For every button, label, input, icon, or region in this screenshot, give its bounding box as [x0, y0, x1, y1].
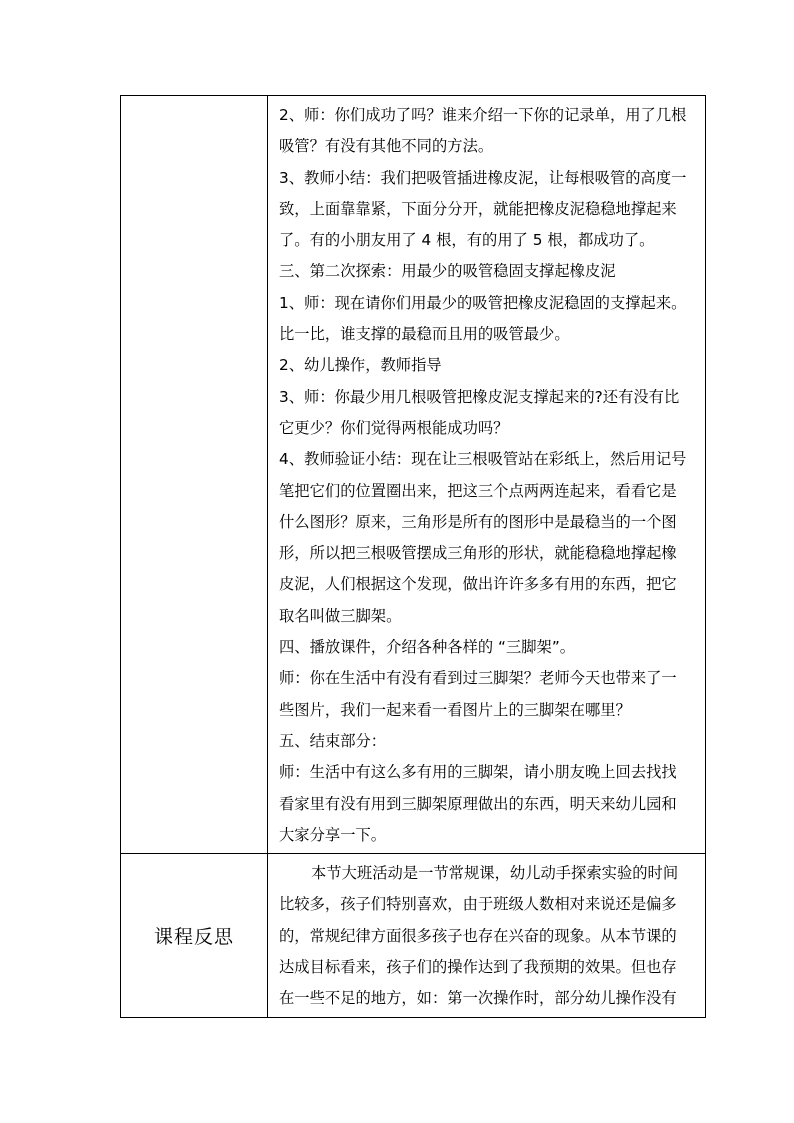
- content-line: 取名叫做三脚架。: [279, 606, 402, 625]
- content-line: 什么图形？原来，三角形是所有的图形中是最稳当的一个图: [279, 512, 677, 531]
- reflection-line: 本节大班活动是一节常规课，幼儿动手探索实验的时间: [311, 864, 679, 883]
- content-line: 四、播放课件，介绍各种各样的 “三脚架”。: [279, 638, 576, 657]
- content-line: 五、结束部分：: [279, 731, 387, 750]
- content-line: 看家里有没有用到三脚架原理做出的东西，明天来幼儿园和: [279, 794, 677, 813]
- content-line: 3、教师小结：我们把吸管插进橡皮泥，让每根吸管的高度一: [279, 168, 687, 187]
- content-line: 大家分享一下。: [279, 825, 387, 844]
- content-line: 形，所以把三根吸管摆成三角形的形状，就能稳稳地撑起橡: [279, 544, 677, 563]
- content-line: 三、第二次探索：用最少的吸管稳固支撑起橡皮泥: [279, 262, 616, 281]
- content-line: 1、师：现在请你们用最少的吸管把橡皮泥稳固的支撑起来。: [279, 293, 687, 312]
- table-row: [121, 854, 706, 1017]
- lesson-plan-table: [120, 95, 706, 1018]
- activity-content-cell: [268, 96, 706, 854]
- content-line: 4、教师验证小结：现在让三根吸管站在彩纸上，然后用记号: [279, 450, 687, 469]
- content-line: 笔把它们的位置圈出来，把这三个点两两连起来，看看它是: [279, 481, 677, 500]
- content-line: 师：生活中有这么多有用的三脚架，请小朋友晚上回去找找: [279, 763, 677, 782]
- content-line: 2、幼儿操作，教师指导: [279, 356, 442, 375]
- reflection-label-cell: [121, 854, 268, 1017]
- reflection-line: 的，常规纪律方面很多孩子也存在兴奋的现象。从本节课的: [279, 926, 677, 945]
- content-line: 了。有的小朋友用了 4 根，有的用了 5 根，都成功了。: [279, 231, 655, 250]
- content-line: 皮泥，人们根据这个发现，做出许许多多有用的东西，把它: [279, 575, 677, 594]
- reflection-line: 比较多，孩子们特别喜欢，由于班级人数相对来说还是偏多: [279, 895, 677, 914]
- content-line: 致，上面靠靠紧，下面分分开，就能把橡皮泥稳稳地撑起来: [279, 199, 677, 218]
- content-line: 它更少？你们觉得两根能成功吗？: [279, 418, 509, 437]
- content-line: 吸管？有没有其他不同的方法。: [279, 137, 494, 156]
- content-line: 师：你在生活中有没有看到过三脚架？老师今天也带来了一: [279, 669, 677, 688]
- content-line: 比一比，谁支撑的最稳而且用的吸管最少。: [279, 325, 570, 344]
- reflection-line: 达成目标看来，孩子们的操作达到了我预期的效果。但也存: [279, 958, 677, 977]
- table-row: [121, 96, 706, 854]
- content-line: 3、师：你最少用几根吸管把橡皮泥支撑起来的?还有没有比: [279, 387, 680, 406]
- reflection-content-cell: [268, 854, 706, 1017]
- content-line: 2、师：你们成功了吗？谁来介绍一下你的记录单，用了几根: [279, 106, 687, 124]
- empty-label-cell: [121, 96, 268, 854]
- reflection-line: 在一些不足的地方，如：第一次操作时，部分幼儿操作没有: [279, 989, 677, 1008]
- content-line: 些图片，我们一起来看一看图片上的三脚架在哪里？: [279, 700, 631, 719]
- reflection-label: 课程反思: [153, 925, 234, 948]
